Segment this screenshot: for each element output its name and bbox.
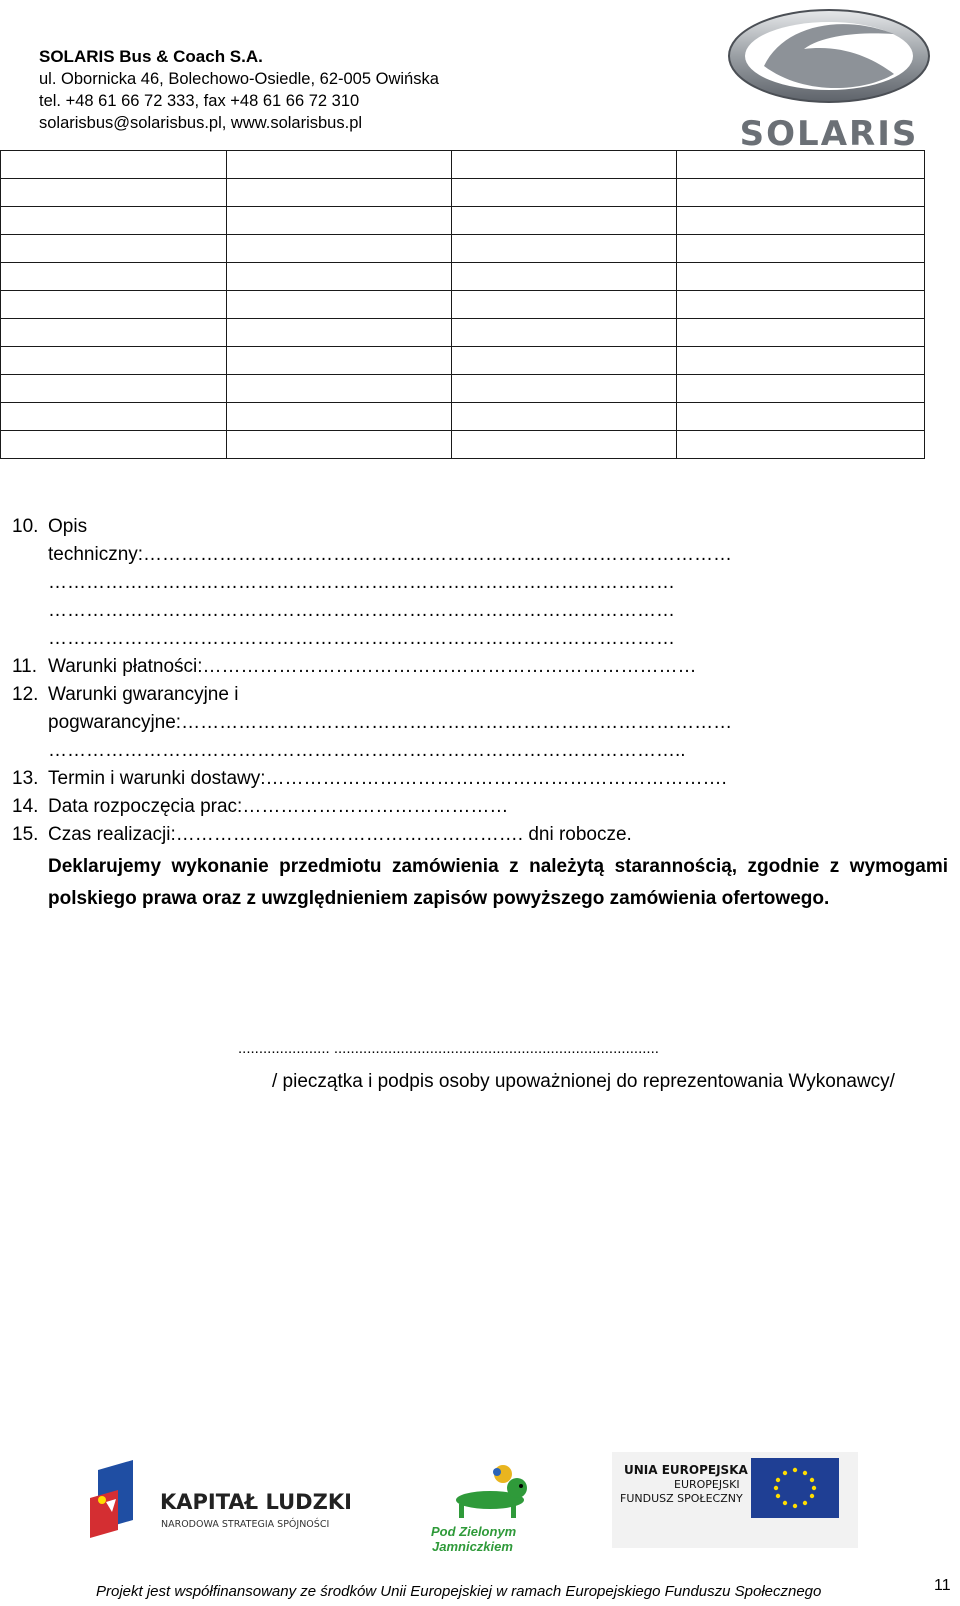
table-cell (1, 291, 227, 319)
table-cell (452, 179, 677, 207)
table-cell (452, 263, 677, 291)
table-cell (227, 347, 452, 375)
table-cell (1, 347, 227, 375)
table-cell (227, 263, 452, 291)
fill-dots: ………………………………………………………………. (265, 768, 727, 789)
ue-line2: EUROPEJSKI (674, 1478, 740, 1491)
table-cell (452, 347, 677, 375)
table-row (1, 403, 925, 431)
table-cell (227, 179, 452, 207)
table-row (1, 347, 925, 375)
table-cell (677, 347, 925, 375)
section-label-cont: pogwarancyjne: (48, 712, 182, 733)
section-number: 13. (12, 768, 39, 789)
table-cell (677, 207, 925, 235)
table-row (1, 263, 925, 291)
table-row (1, 319, 925, 347)
table-cell (677, 179, 925, 207)
fill-dots: ……………………………………………………………………………………… (48, 572, 675, 593)
section-label: Czas realizacji: (48, 824, 176, 845)
fill-dots: ………………………………………………. (175, 824, 524, 845)
declaration-text: Deklarujemy wykonanie przedmiotu zamówienia z należytą starannością, zgodnie z wymogami polskiego prawa oraz z uwzględnieniem zapisów powyższego zamówienia ofertowego. (48, 856, 948, 909)
table-cell (677, 375, 925, 403)
form-sections (12, 513, 947, 849)
table-cell (677, 403, 925, 431)
solaris-emblem-icon (724, 4, 934, 114)
pz-line1: Pod Zielonym (431, 1524, 517, 1539)
solaris-logo (724, 4, 934, 154)
table-cell (1, 431, 227, 459)
section-11 (12, 653, 947, 681)
section-12 (12, 681, 947, 765)
table-cell (1, 319, 227, 347)
fill-dots: ……………………………………………………………………………………….. (48, 740, 686, 761)
section-number: 11. (12, 656, 38, 677)
table-cell (227, 207, 452, 235)
ue-line1: UNIA EUROPEJSKA (624, 1463, 748, 1477)
section-10 (12, 513, 947, 653)
section-13 (12, 765, 947, 793)
table-cell (1, 207, 227, 235)
fill-dots: ……………………………………………………………………………………… (48, 600, 675, 621)
table-cell (1, 235, 227, 263)
table-cell (677, 263, 925, 291)
fill-dots: ……………………………………………………………………………………… (48, 628, 675, 649)
table-cell (677, 151, 925, 179)
table-cell (452, 319, 677, 347)
table-cell (452, 235, 677, 263)
section-number: 15. (12, 824, 39, 845)
items-table (0, 150, 925, 459)
fill-dots: …………………………………… (242, 796, 509, 817)
table-row (1, 291, 925, 319)
table-cell (452, 375, 677, 403)
fill-dots: …………………………………………………………………………… (181, 712, 733, 733)
eu-flag-icon (751, 1458, 839, 1518)
page-number: 11 (934, 1577, 951, 1594)
company-name: SOLARIS Bus & Coach S.A. (39, 47, 263, 66)
section-number: 10. (12, 516, 39, 537)
table-row (1, 151, 925, 179)
table-cell (227, 291, 452, 319)
table-cell (452, 291, 677, 319)
table-row (1, 235, 925, 263)
solaris-wordmark: SOLARIS (739, 114, 919, 154)
table-cell (452, 207, 677, 235)
table-row (1, 207, 925, 235)
pz-line2: Jamniczkiem (432, 1539, 513, 1554)
table-cell (677, 319, 925, 347)
ue-line3: FUNDUSZ SPOŁECZNY (620, 1492, 743, 1505)
section-14 (12, 793, 947, 821)
section-15 (12, 821, 947, 849)
table-cell (227, 431, 452, 459)
table-cell (677, 235, 925, 263)
table-cell (1, 151, 227, 179)
fill-dots: …………………………………………………………………… (202, 656, 697, 677)
fill-dots: ………………………………………………………………………………… (143, 544, 733, 565)
section-label: Warunki płatności: (48, 656, 203, 677)
footer-logos (0, 1460, 960, 1590)
section-suffix: dni robocze. (523, 824, 632, 845)
table-row (1, 179, 925, 207)
company-header (39, 46, 439, 134)
footer-note: Projekt jest współfinansowany ze środków Unii Europejskiej w ramach Europejskiego Funduszu Społecznego (96, 1583, 822, 1600)
section-label: Opis (48, 516, 88, 537)
dachshund-icon (445, 1464, 545, 1524)
table-cell (1, 263, 227, 291)
table-cell (677, 431, 925, 459)
table-cell (227, 403, 452, 431)
table-row (1, 431, 925, 459)
signature-caption: / pieczątka i podpis osoby upoważnionej do reprezentowania Wykonawcy/ (272, 1071, 895, 1092)
section-label-cont: techniczny: (48, 544, 144, 565)
table-cell (677, 291, 925, 319)
table-cell (227, 151, 452, 179)
kl-title: KAPITAŁ LUDZKI (160, 1490, 352, 1514)
section-continuation (48, 541, 947, 569)
signature-line: ...................... .............................................................................. (238, 1040, 659, 1057)
table-cell (227, 319, 452, 347)
company-address: ul. Obornicka 46, Bolechowo-Osiedle, 62-005 Owińska (39, 70, 439, 88)
table-cell (1, 179, 227, 207)
table-cell (1, 375, 227, 403)
table-cell (452, 431, 677, 459)
table-cell (452, 151, 677, 179)
table-cell (452, 403, 677, 431)
section-number: 12. (12, 684, 39, 705)
section-label: Warunki gwarancyjne i (48, 684, 239, 705)
kl-subtitle: NARODOWA STRATEGIA SPÓJNOŚCI (161, 1519, 330, 1530)
company-phone: tel. +48 61 66 72 333, fax +48 61 66 72 310 (39, 92, 360, 110)
table-cell (227, 375, 452, 403)
section-label: Data rozpoczęcia prac: (48, 796, 243, 817)
section-label: Termin i warunki dostawy: (48, 768, 266, 789)
company-email-web: solarisbus@solarisbus.pl, www.solarisbus.pl (39, 114, 363, 132)
table-cell (227, 235, 452, 263)
section-number: 14. (12, 796, 39, 817)
table-row (1, 375, 925, 403)
table-cell (1, 403, 227, 431)
kapital-ludzki-emblem-icon (88, 1460, 138, 1545)
